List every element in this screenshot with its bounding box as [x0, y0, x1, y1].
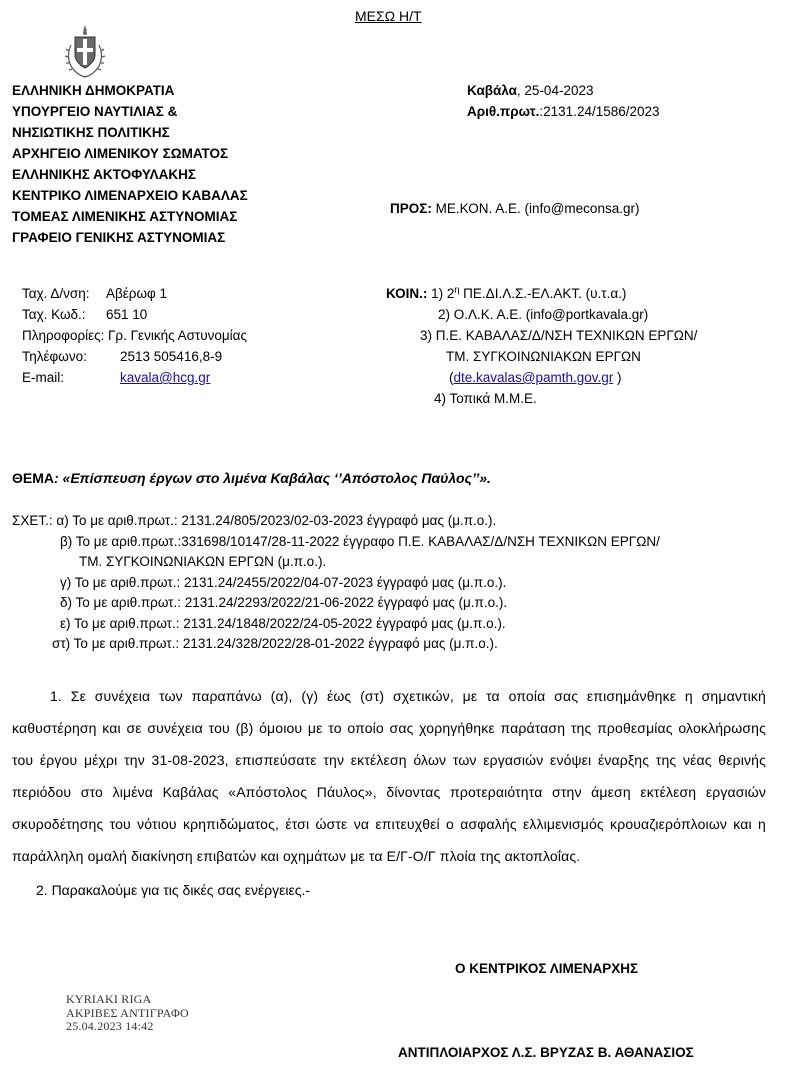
reference-row	[12, 634, 660, 655]
transmission-mark: ΜΕΣΩ Η/Τ	[355, 8, 422, 24]
body-paragraph: 2. Παρακαλούμε για τις δικές σας ενέργειες.-	[36, 882, 311, 898]
subject-text: : «Επίσπευση έργων στο λιμένα Καβάλας ‘’Απόστολος Παύλος’’».	[54, 470, 491, 486]
greek-coat-of-arms-icon	[63, 23, 107, 81]
contact-label: Ταχ. Δ/νση:	[22, 286, 90, 301]
protocol-line	[467, 101, 660, 122]
sender-block	[12, 80, 248, 248]
certified-copy-stamp	[66, 993, 189, 1034]
cc-item-sup: η	[454, 284, 460, 295]
date-value: , 25-04-2023	[516, 83, 594, 98]
body-paragraph: 1. Σε συνέχεια των παραπάνω (α), (γ) έως (στ) σχετικών, με τα οποία σας επισημάνθηκε η σημαντική καθυστέρηση και σε συνέχεια του (β) όμοιου με το οποίο σας χορηγήθηκε παράταση της προθεσμίας ολοκλήρωσης του έργου μέχρι την 31-08-2023, επισπεύσατε την εκτέλεση όλων των εργασιών ενόψει έναρξης της νέας θερινής περιόδου στο λιμένα Καβάλας «Απόστολος Πάυλος», δίνοντας προτεραιότητα στην άμεση εκτέλεση εργασιών σκυροδέτησης του νότιου κρηπιδώματος, έτσι ώστε να επιτευχθεί ο ασφαλής ελλιμενισμός κρουαζιερόπλοιων και η παράλληλη ομαλή διακίνηση επιβατών και οχημάτων με τα Ε/Γ-Ο/Γ πλοία της ακτοπλοΐας.	[12, 688, 766, 864]
cc-row	[386, 367, 697, 388]
contact-label: Πληροφορίες:	[22, 328, 105, 343]
contact-label: Τηλέφωνο:	[22, 349, 87, 364]
cc-item: (	[449, 370, 454, 385]
sender-line: ΓΡΑΦΕΙΟ ΓΕΝΙΚΗΣ ΑΣΤΥΝΟΜΙΑΣ	[12, 230, 226, 245]
recipient	[390, 201, 639, 216]
contact-value: 651 10	[106, 307, 148, 322]
reference-row	[12, 532, 660, 553]
sender-line: ΕΛΛΗΝΙΚΗ ΔΗΜΟΚΡΑΤΙΑ	[12, 83, 175, 98]
cc-item: 3) Π.Ε. ΚΑΒΑΛΑΣ/Δ/ΝΣΗ ΤΕΧΝΙΚΩΝ ΕΡΓΩΝ/	[420, 328, 698, 343]
reference-item: γ) Το με αριθ.πρωτ.: 2131.24/2455/2022/04-07-2023 έγγραφό μας (μ.π.ο.).	[60, 574, 507, 590]
cc-row	[386, 325, 697, 346]
reference-item: β) Το με αριθ.πρωτ.:331698/10147/28-11-2022 έγγραφο Π.Ε. ΚΑΒΑΛΑΣ/Δ/ΝΣΗ ΤΕΧΝΙΚΩΝ ΕΡΓΩΝ/	[60, 533, 660, 549]
subject-line	[12, 470, 491, 486]
sender-line: ΑΡΧΗΓΕΙΟ ΛΙΜΕΝΙΚΟΥ ΣΩΜΑΤΟΣ	[12, 146, 229, 161]
reference-item: α) Το με αριθ.πρωτ.: 2131.24/805/2023/02-03-2023 έγγραφό μας (μ.π.ο.).	[56, 513, 497, 528]
sender-line: ΚΕΝΤΡΙΚΟ ΛΙΜΕΝΑΡΧΕΙΟ ΚΑΒΑΛΑΣ	[12, 188, 248, 203]
cc-block	[386, 283, 697, 409]
cc-item: 4) Τοπικά Μ.Μ.Ε.	[434, 391, 537, 406]
sender-line: ΥΠΟΥΡΓΕΙΟ ΝΑΥΤΙΛΙΑΣ &	[12, 104, 178, 119]
sender-line: ΕΛΛΗΝΙΚΗΣ ΑΚΤΟΦΥΛΑΚΗΣ	[12, 167, 196, 182]
reference-item: ΤΜ. ΣΥΓΚΟΙΝΩΝΙΑΚΩΝ ΕΡΓΩΝ (μ.π.ο.).	[79, 554, 327, 569]
contact-value: 2513 505416,8-9	[120, 349, 223, 364]
references	[12, 511, 660, 655]
reference-row	[12, 552, 660, 573]
email-link[interactable]: kavala@hcg.gr	[120, 370, 211, 385]
cc-row	[386, 346, 697, 367]
reference-row	[12, 573, 660, 594]
cc-item: )	[613, 370, 622, 385]
place-label: Καβάλα	[467, 83, 517, 98]
subject-label: ΘΕΜΑ	[12, 470, 54, 486]
cc-item: 1) 2	[427, 286, 455, 301]
contact-value: Γρ. Γενικής Αστυνομίας	[108, 328, 247, 343]
references-label: ΣΧΕΤ.:	[12, 513, 53, 528]
cc-item: ΤΜ. ΣΥΓΚΟΙΝΩΝΙΑΚΩΝ ΕΡΓΩΝ	[446, 349, 641, 364]
signer-name: ΑΝΤΙΠΛΟΙΑΡΧΟΣ Λ.Σ. ΒΡΥΖΑΣ Β. ΑΘΑΝΑΣΙΟΣ	[398, 1045, 694, 1060]
reference-item: δ) Το με αριθ.πρωτ.: 2131.24/2293/2022/21-06-2022 έγγραφό μας (μ.π.ο.).	[60, 595, 508, 610]
date-line	[467, 80, 660, 101]
cc-row	[386, 388, 697, 409]
reference-row	[12, 593, 660, 614]
contact-value: Αβέρωφ 1	[106, 286, 168, 301]
cc-row	[386, 304, 697, 325]
letter-body	[12, 680, 766, 900]
reference-row	[12, 614, 660, 635]
stamp-line: KYRIAKI RIGA	[66, 992, 152, 1006]
signer-title: Ο ΚΕΝΤΡΙΚΟΣ ΛΙΜΕΝΑΡΧΗΣ	[455, 961, 639, 976]
cc-row	[386, 283, 697, 304]
cc-item: ΠΕ.ΔΙ.Λ.Σ.-ΕΛ.ΑΚΤ. (υ.τ.α.)	[459, 286, 627, 301]
cc-label: ΚΟΙΝ.:	[386, 286, 428, 301]
date-block	[467, 80, 660, 122]
protocol-label: Αριθ.πρωτ.	[467, 104, 540, 119]
recipient-value: ΜΕ.ΚΟΝ. Α.Ε. (info@meconsa.gr)	[431, 201, 640, 216]
email-link[interactable]: dte.kavalas@pamth.gov.gr	[453, 370, 614, 385]
contact-label: E-mail:	[22, 370, 65, 385]
cc-item: 2) Ο.Λ.Κ. Α.Ε. (info@portkavala.gr)	[438, 307, 649, 322]
reference-item: στ) Το με αριθ.πρωτ.: 2131.24/328/2022/28-01-2022 έγγραφό μας (μ.π.ο.).	[52, 636, 498, 651]
sender-line: ΤΟΜΕΑΣ ΛΙΜΕΝΙΚΗΣ ΑΣΤΥΝΟΜΙΑΣ	[12, 209, 238, 224]
stamp-line: ΑΚΡΙΒΕΣ ΑΝΤΙΓΡΑΦΟ	[66, 1005, 189, 1020]
protocol-value: :2131.24/1586/2023	[539, 104, 660, 119]
reference-item: ε) Το με αριθ.πρωτ.: 2131.24/1848/2022/24-05-2022 έγγραφό μας (μ.π.ο.).	[60, 615, 506, 631]
reference-row	[12, 511, 660, 532]
contact-label: Ταχ. Κωδ.:	[22, 307, 86, 322]
recipient-label: ΠΡΟΣ:	[390, 201, 432, 216]
sender-line: ΝΗΣΙΩΤΙΚΗΣ ΠΟΛΙΤΙΚΗΣ	[12, 125, 170, 140]
stamp-line: 25.04.2023 14:42	[66, 1019, 154, 1033]
